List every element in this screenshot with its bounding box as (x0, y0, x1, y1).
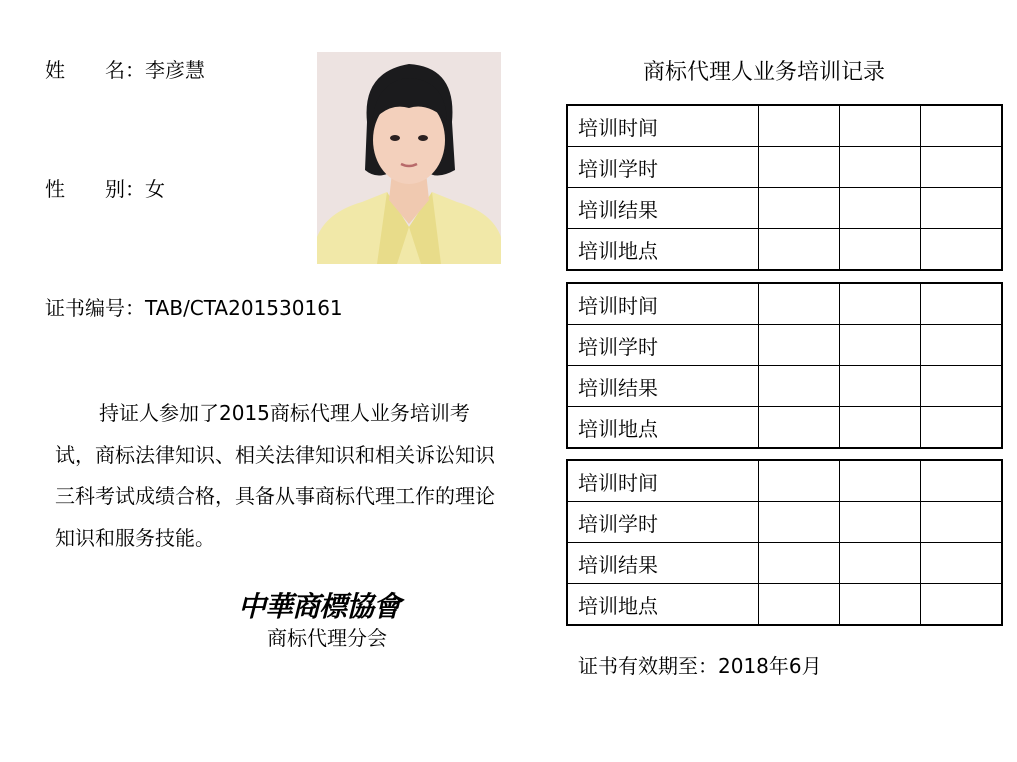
table-row (567, 584, 1002, 626)
row-label: 培训学时 (567, 147, 759, 188)
row-label: 培训结果 (567, 543, 759, 584)
row-label: 培训结果 (567, 188, 759, 229)
table-row (567, 188, 1002, 229)
cert-label: 证书编号： (45, 296, 145, 320)
row-label: 培训学时 (567, 325, 759, 366)
row-label: 培训时间 (567, 283, 759, 325)
row-label: 培训时间 (567, 460, 759, 502)
name-label: 姓 名： (45, 58, 145, 82)
table-row (567, 325, 1002, 366)
cert-row (45, 292, 343, 321)
table-row (567, 366, 1002, 407)
record-table-3 (566, 459, 1003, 626)
association-subtitle: 商标代理分会 (267, 626, 387, 650)
table-row (567, 229, 1002, 271)
row-label: 培训地点 (567, 584, 759, 626)
statement-text: 持证人参加了2015商标代理人业务培训考试，商标法律知识、相关法律知识和相关诉讼知识三科考试成绩合格，具备从事商标代理工作的理论知识和服务技能。 (55, 401, 495, 550)
gender-label: 性 别： (45, 177, 145, 201)
table-row (567, 502, 1002, 543)
row-label: 培训时间 (567, 105, 759, 147)
table-row (567, 460, 1002, 502)
validity-date: 证书有效期至：2018年6月 (578, 654, 822, 678)
record-title: 商标代理人业务培训记录 (643, 60, 886, 85)
record-table-2 (566, 282, 1003, 449)
name-value: 李彦慧 (145, 58, 205, 82)
name-row (45, 54, 205, 83)
row-label: 培训学时 (567, 502, 759, 543)
table-row (567, 543, 1002, 584)
gender-row (45, 173, 165, 202)
table-row (567, 105, 1002, 147)
record-table-1 (566, 104, 1003, 271)
cert-value: TAB/CTA201530161 (145, 296, 343, 320)
table-row (567, 283, 1002, 325)
row-label: 培训结果 (567, 366, 759, 407)
statement-paragraph (55, 393, 495, 559)
row-label: 培训地点 (567, 407, 759, 449)
table-row (567, 407, 1002, 449)
row-label: 培训地点 (567, 229, 759, 271)
portrait-photo (317, 52, 501, 264)
table-row (567, 147, 1002, 188)
gender-value: 女 (145, 177, 165, 201)
association-seal-title: 中華商標協會 (238, 590, 401, 623)
